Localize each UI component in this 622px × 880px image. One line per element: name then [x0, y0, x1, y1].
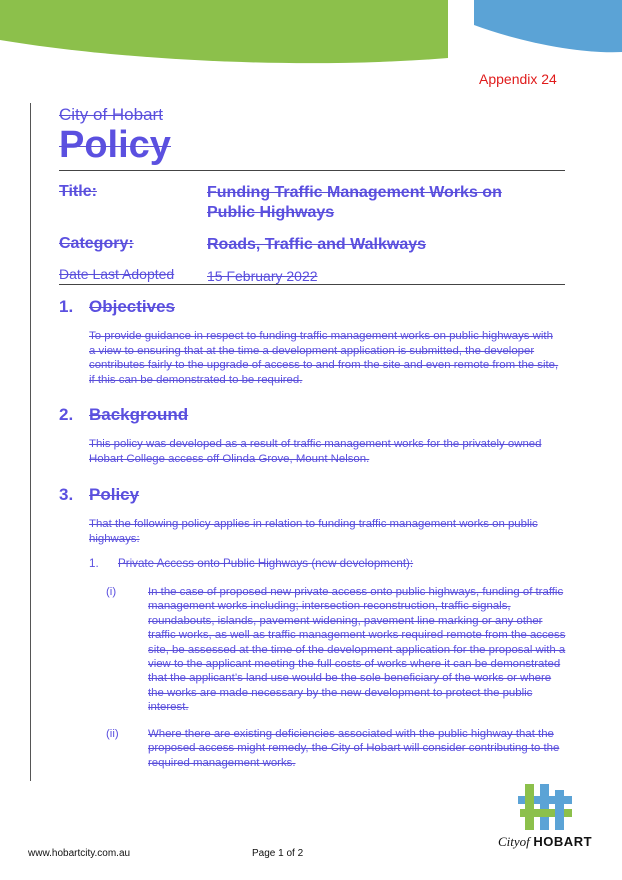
change-bar	[30, 103, 31, 781]
footer-page-number: Page 1 of 2	[252, 848, 304, 859]
section-number: 2.	[59, 405, 74, 424]
subsection-heading	[89, 557, 413, 570]
title-value: Funding Traffic Management Works on Public Highways	[207, 184, 502, 221]
footer-website: www.hobartcity.com.au	[28, 848, 131, 859]
category-value: Roads, Traffic and Walkways	[207, 236, 427, 253]
blue-banner-shape	[474, 0, 622, 52]
section-heading-background	[59, 405, 188, 425]
section-title: Objectives	[89, 297, 175, 316]
policy-item-i	[106, 585, 566, 715]
logo-wordmark	[498, 834, 592, 850]
item-numeral: (i)	[106, 586, 117, 598]
item-text: Where there are existing deficiencies associated with the public highway that the proposed access might remedy, the City of Hobart will consider contributing to the required management works.	[148, 728, 560, 769]
logo-hobart: HOBART	[533, 834, 593, 849]
logo-of: of	[519, 834, 530, 849]
header-banner	[0, 0, 622, 80]
date-adopted-label: Date Last Adopted	[59, 266, 175, 282]
appendix-label: Appendix 24	[479, 71, 557, 87]
divider	[59, 170, 565, 171]
section-number: 3.	[59, 485, 74, 504]
section-heading-policy	[59, 485, 139, 505]
subsection-title: Private Access onto Public Highways (new development):	[118, 557, 414, 570]
document-type-title: Policy	[59, 124, 171, 166]
subsection-number: 1.	[89, 557, 99, 570]
category-label: Category:	[59, 235, 134, 252]
section-heading-objectives	[59, 297, 175, 317]
title-label: Title:	[59, 183, 97, 200]
organisation-name: City of Hobart	[59, 105, 163, 124]
background-text: This policy was developed as a result of traffic management works for the privately owned Hobart College access off Olinda Grove, Mount Nelson.	[89, 438, 542, 465]
item-numeral: (ii)	[106, 728, 119, 740]
divider	[59, 284, 565, 285]
objectives-text: To provide guidance in respect to funding traffic management works on public highways with a view to ensuring that at the time a development application is submitted, the developer contributes fairly to the upgrade of access to and from the site and even remote from the site, if this can be demonstrated to be required.	[89, 330, 559, 386]
logo-city: City	[498, 834, 520, 849]
green-banner-shape	[0, 0, 448, 63]
section-number: 1.	[59, 297, 74, 316]
date-adopted-value: 15 February 2022	[207, 268, 318, 284]
item-text: In the case of proposed new private access onto public highways, funding of traffic management works including; intersection reconstruction, traffic signals, roundabouts, islands, pavement widening, pavement line marking or any other traffic works, as well as traffic management works required remote from the access site, be assessed at the time of the development application for the proposal with a view to the applicant meeting the full costs of works where it can be demonstrated that the applicant’s land use would be the sole beneficiary of the works or where the works are made necessary by the new development to protect the public interest.	[148, 586, 566, 714]
policy-intro-text: That the following policy applies in relation to funding traffic management works on public highways:	[89, 518, 538, 545]
policy-item-ii	[106, 727, 566, 770]
section-title: Background	[89, 405, 189, 424]
section-title: Policy	[89, 485, 140, 504]
